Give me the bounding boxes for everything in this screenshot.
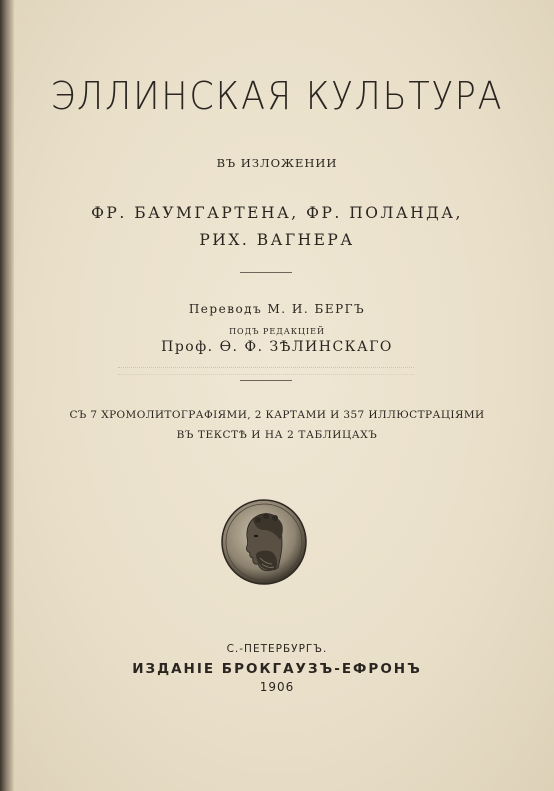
publication-year: 1906 [259,680,295,694]
subtitle: ВЪ ИЗЛОЖЕНИИ [216,156,338,170]
book-title: ЭЛЛИНСКАЯ КУЛЬТУРА [50,74,504,118]
editor-line: Проф. Ѳ. Ф. ЗѢЛИНСКАГО [161,339,393,355]
divider-rule [240,380,292,381]
coin-portrait-icon [220,498,308,586]
show-through-text [118,367,414,375]
illustrations-line-1: СЪ 7 ХРОМОЛИТОГРАФІЯМИ, 2 КАРТАМИ И 357 ИЛЛЮСТРАЦІЯМИ [69,409,485,421]
divider-rule [240,272,292,273]
translator-line: Переводъ М. И. БЕРГЪ [188,302,366,316]
publisher: ИЗДАНІЕ БРОКГАУЗЪ-ЕФРОНЪ [132,661,422,677]
illustrations-line-2: ВЪ ТЕКСТѢ И НА 2 ТАБЛИЦАХЪ [176,429,378,441]
city: С.-ПЕТЕРБУРГЪ. [226,643,328,655]
authors-line-2: РИХ. ВАГНЕРА [199,231,355,249]
authors-line-1: ФР. БАУМГАРТЕНА, ФР. ПОЛАНДА, [91,204,463,222]
editor-intro: ПОДЪ РЕДАКЦІЕЙ [229,327,325,336]
